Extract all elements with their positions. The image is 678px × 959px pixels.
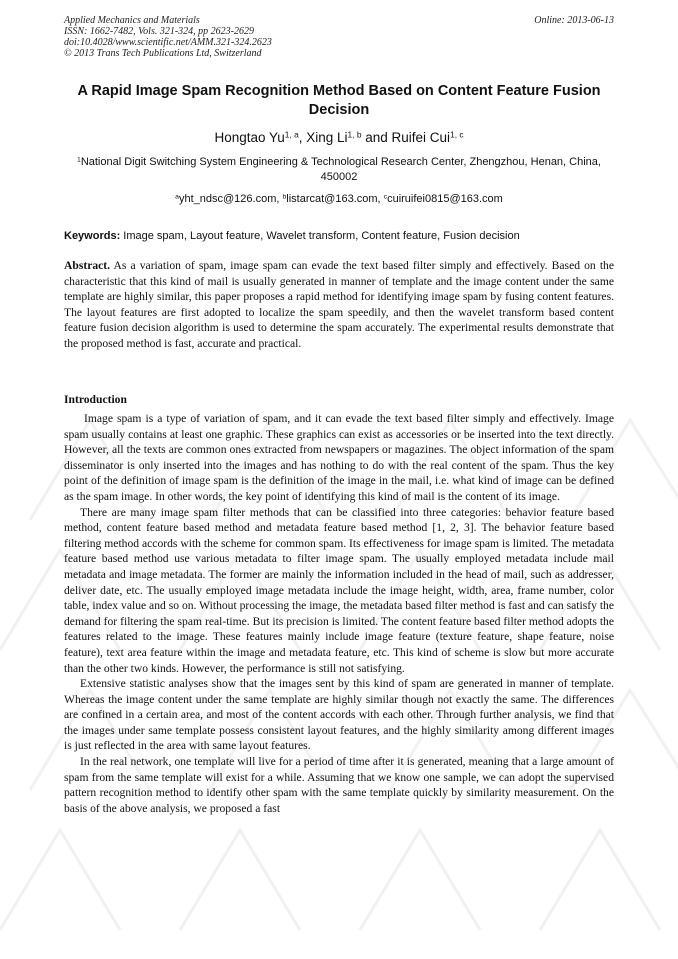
email-address: listarcat@163.com <box>286 193 378 205</box>
email-address: cuiruifei0815@163.com <box>387 193 503 205</box>
affiliation <box>64 155 614 185</box>
doi-line: doi:10.4028/www.scientific.net/AMM.321-324.2623 <box>64 37 272 48</box>
author-name: Xing Li <box>306 130 348 145</box>
online-date: Online: 2013-06-13 <box>534 15 614 26</box>
author-line <box>64 129 614 147</box>
introduction-body <box>64 411 614 816</box>
email-address: yht_ndsc@126.com <box>178 193 277 205</box>
journal-name: Applied Mechanics and Materials <box>64 15 200 26</box>
paragraph: Extensive statistic analyses show that the images sent by this kind of spam are generated in manner of template. Whereas the image content under the same template are highly similar though not exactly the same. The differences are confined in a certain area, and most of the content accords with each other. Through further analysis, we find that the images under same template possess consistent layout features, and the highly similarity among different images is just reflected in the area with same layout features. <box>64 677 614 753</box>
paragraph: Image spam is a type of variation of spam, and it can evade the text based filter simply and effectively. Image spam usually contains at least one graphic. These graphics can exist as accessories or be inserted into the text directly. However, all the texts are common ones extracted from newspapers or magazines. The object information of the spam disseminator is only inserted into the images and has nothing to do with the real content of the spam. Thus the key point of the definition of image spam is the definition of the image in the mail, i.e. what kind of image can be defined as the spam image. In other words, the key point of identifying this kind of mail is the content of its image. <box>64 412 614 503</box>
keywords-text: Image spam, Layout feature, Wavelet transform, Content feature, Fusion decision <box>120 230 520 242</box>
author-separator: , <box>298 130 307 145</box>
paper-title: A Rapid Image Spam Recognition Method Based on Content Feature Fusion Decision <box>77 83 601 118</box>
email-separator: , <box>276 193 283 205</box>
affiliation-text: National Digit Switching System Engineering & Technological Research Center, Zhengzhou, Henan, China, 450002 <box>80 156 601 183</box>
issn-line: ISSN: 1662-7482, Vols. 321-324, pp 2623-2629 <box>64 26 254 37</box>
abstract-text: As a variation of spam, image spam can evade the text based filter simply and effectively. Based on the characteristic that this kind of mail is usually generated in manner of template and the image content under the same template are highly similar, this paper proposes a rapid method for identifying image spam by fusing content features. The layout features are first adopted to localize the spam speedily, and then the wavelet transform based content feature fusion decision algorithm is used to determine the spam accurately. The experimental results demonstrate that the proposed method is fast, accurate and practical. <box>64 259 614 350</box>
keywords <box>64 229 614 244</box>
paragraph: In the real network, one template will live for a period of time after it is generated, meaning that a large amount of spam from the same template will exist for a while. Assuming that we know one sample, we can adopt the supervised pattern recognition method to identify other spam with the same template quickly by similarity measurement. On the basis of the above analysis, we proposed a fast <box>64 755 614 815</box>
author-name: Hongtao Yu <box>214 130 285 145</box>
author-superscript: 1, a <box>284 129 299 140</box>
email-superscript: a <box>175 193 179 201</box>
author-conjunction: and <box>361 130 392 145</box>
email-separator: , <box>377 193 384 205</box>
abstract-label: Abstract. <box>64 259 111 272</box>
abstract <box>64 258 614 352</box>
author-name: Ruifei Cui <box>391 130 451 145</box>
section-heading-introduction: Introduction <box>64 393 127 406</box>
email-line <box>64 192 614 207</box>
author-superscript: 1, c <box>450 129 464 140</box>
journal-header <box>64 15 614 59</box>
email-superscript: b <box>282 193 287 201</box>
keywords-label: Keywords: <box>64 230 121 242</box>
paragraph: There are many image spam filter methods that can be classified into three categories: behavior feature based method, content feature based method and metadata feature based method [1, 2, 3]. The behavior feature based filtering method accords with the scheme for common spam. Its effectiveness for image spam is limited. The metadata feature based method use various metadata to filter image spam. The usually employed metadata include mail metadata and image metadata. The former are mainly the information included in the head of mail, such as addresser, deliver date, etc. The usually employed image metadata include the image height, width, area, frame number, color table, index value and so on. Without processing the image, the metadata based filter method is fast and can satisfy the demand for filtering the spam real-time. But its precision is limited. The content feature based filter method adopts the features related to the image. These features mainly include image feature (texture feature, shape feature, noise feature), text area feature within the image and metadata feature, etc. This kind of scheme is slow but more accurate than the other two kinds. However, the performance is still not satisfying. <box>64 505 614 675</box>
affiliation-superscript: 1 <box>77 156 81 164</box>
copyright-line: © 2013 Trans Tech Publications Ltd, Switzerland <box>64 48 262 59</box>
email-superscript: c <box>383 193 388 201</box>
author-superscript: 1, b <box>347 129 362 140</box>
